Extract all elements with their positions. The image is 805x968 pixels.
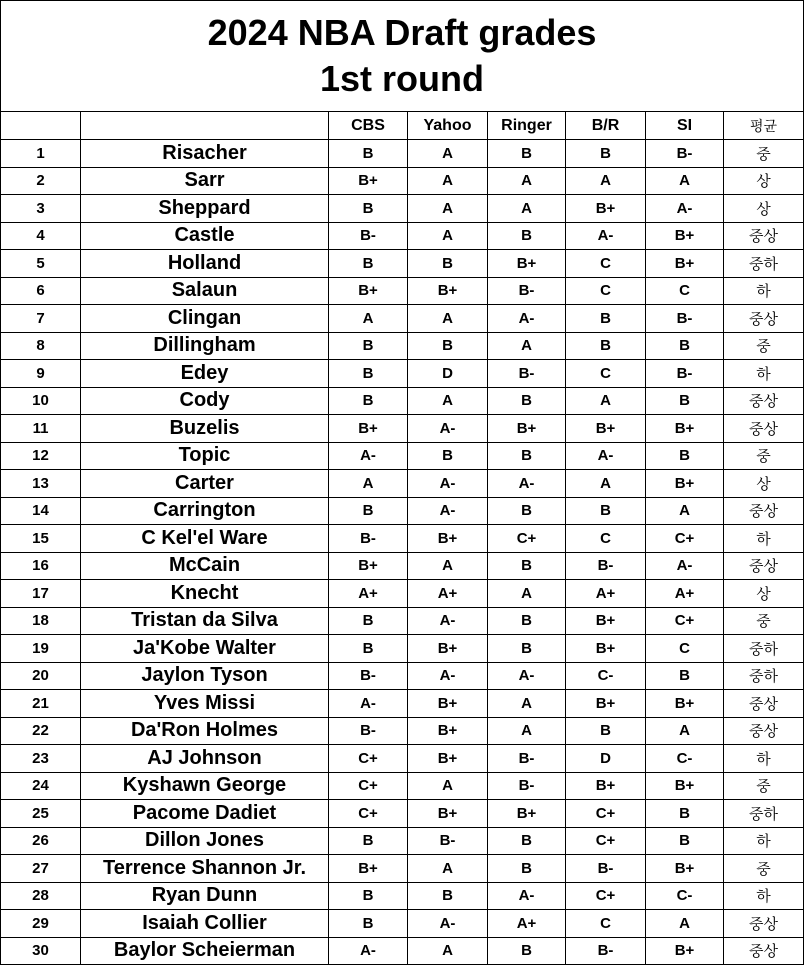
grade-yahoo: B+	[408, 277, 488, 305]
header-cbs: CBS	[329, 112, 408, 140]
rank-cell: 9	[1, 360, 81, 388]
grade-si: B+	[646, 415, 724, 443]
grade-cbs: B	[329, 332, 408, 360]
grade-cbs: B	[329, 360, 408, 388]
average-grade: 중상	[724, 690, 804, 718]
rank-cell: 6	[1, 277, 81, 305]
table-row	[1, 195, 804, 223]
grade-cbs: B-	[329, 222, 408, 250]
player-name: Knecht	[81, 580, 329, 608]
average-grade: 중	[724, 332, 804, 360]
table-row	[1, 442, 804, 470]
table-row	[1, 800, 804, 828]
grade-ringer: B	[488, 635, 566, 663]
grade-br: B+	[566, 415, 646, 443]
player-name: McCain	[81, 552, 329, 580]
table-row	[1, 662, 804, 690]
player-name: Pacome Dadiet	[81, 800, 329, 828]
grade-si: B+	[646, 470, 724, 498]
average-grade: 하	[724, 525, 804, 553]
grade-si: B+	[646, 937, 724, 965]
average-grade: 중상	[724, 415, 804, 443]
player-name: Ryan Dunn	[81, 882, 329, 910]
grade-si: B	[646, 442, 724, 470]
table-row	[1, 690, 804, 718]
table-row	[1, 937, 804, 965]
grade-ringer: B	[488, 442, 566, 470]
rank-cell: 12	[1, 442, 81, 470]
grade-ringer: B	[488, 827, 566, 855]
table-row	[1, 305, 804, 333]
grade-ringer: B	[488, 497, 566, 525]
grade-ringer: A	[488, 167, 566, 195]
grade-ringer: B	[488, 937, 566, 965]
average-grade: 중	[724, 442, 804, 470]
grade-yahoo: B	[408, 882, 488, 910]
grade-si: C-	[646, 745, 724, 773]
grade-cbs: B	[329, 607, 408, 635]
rank-cell: 28	[1, 882, 81, 910]
average-grade: 상	[724, 167, 804, 195]
rank-cell: 13	[1, 470, 81, 498]
table-row	[1, 827, 804, 855]
player-name: Tristan da Silva	[81, 607, 329, 635]
grade-yahoo: A	[408, 937, 488, 965]
table-row	[1, 580, 804, 608]
player-name: Dillon Jones	[81, 827, 329, 855]
rank-cell: 22	[1, 717, 81, 745]
grade-ringer: A-	[488, 305, 566, 333]
player-name: Da'Ron Holmes	[81, 717, 329, 745]
grade-si: B	[646, 332, 724, 360]
grade-cbs: B	[329, 195, 408, 223]
player-name: Clingan	[81, 305, 329, 333]
average-grade: 하	[724, 277, 804, 305]
grade-ringer: B	[488, 140, 566, 168]
player-name: Carrington	[81, 497, 329, 525]
grade-br: B+	[566, 772, 646, 800]
rank-cell: 20	[1, 662, 81, 690]
average-grade: 하	[724, 360, 804, 388]
table-row	[1, 635, 804, 663]
table-row	[1, 525, 804, 553]
grade-si: A+	[646, 580, 724, 608]
grade-cbs: B+	[329, 415, 408, 443]
rank-cell: 25	[1, 800, 81, 828]
grade-br: B	[566, 717, 646, 745]
table-row	[1, 250, 804, 278]
grade-br: A-	[566, 222, 646, 250]
player-name: Cody	[81, 387, 329, 415]
rank-cell: 27	[1, 855, 81, 883]
average-grade: 중상	[724, 717, 804, 745]
grade-cbs: A+	[329, 580, 408, 608]
rank-cell: 11	[1, 415, 81, 443]
grade-yahoo: B+	[408, 717, 488, 745]
grade-ringer: B-	[488, 745, 566, 773]
grade-ringer: A-	[488, 882, 566, 910]
rank-cell: 16	[1, 552, 81, 580]
average-grade: 중상	[724, 222, 804, 250]
grade-yahoo: B+	[408, 745, 488, 773]
rank-cell: 8	[1, 332, 81, 360]
grade-ringer: B-	[488, 772, 566, 800]
grade-si: C	[646, 277, 724, 305]
grade-si: B	[646, 662, 724, 690]
title-line-1: 2024 NBA Draft grades	[207, 12, 597, 53]
rank-cell: 7	[1, 305, 81, 333]
grade-si: B	[646, 827, 724, 855]
grade-br: B	[566, 332, 646, 360]
grade-si: A	[646, 167, 724, 195]
grade-si: B+	[646, 690, 724, 718]
grade-ringer: A	[488, 580, 566, 608]
table-row	[1, 772, 804, 800]
header-rank-blank	[1, 112, 81, 140]
grade-yahoo: A+	[408, 580, 488, 608]
grade-br: B	[566, 497, 646, 525]
grade-si: B+	[646, 250, 724, 278]
grade-cbs: B	[329, 910, 408, 938]
table-row	[1, 222, 804, 250]
player-name: Jaylon Tyson	[81, 662, 329, 690]
grade-yahoo: A-	[408, 415, 488, 443]
player-name: Salaun	[81, 277, 329, 305]
rank-cell: 29	[1, 910, 81, 938]
grade-cbs: B	[329, 827, 408, 855]
grade-yahoo: B+	[408, 690, 488, 718]
grade-cbs: B	[329, 882, 408, 910]
average-grade: 중상	[724, 937, 804, 965]
table-row	[1, 855, 804, 883]
grade-yahoo: A	[408, 305, 488, 333]
grade-cbs: B	[329, 497, 408, 525]
grade-cbs: B-	[329, 717, 408, 745]
grade-si: B	[646, 800, 724, 828]
grade-yahoo: A-	[408, 910, 488, 938]
grade-cbs: C+	[329, 800, 408, 828]
table-row	[1, 882, 804, 910]
player-name: AJ Johnson	[81, 745, 329, 773]
average-grade: 중상	[724, 910, 804, 938]
rank-cell: 2	[1, 167, 81, 195]
grade-si: A-	[646, 552, 724, 580]
grade-br: B+	[566, 690, 646, 718]
average-grade: 상	[724, 470, 804, 498]
rank-cell: 19	[1, 635, 81, 663]
player-name: Risacher	[81, 140, 329, 168]
grade-br: C+	[566, 882, 646, 910]
rank-cell: 5	[1, 250, 81, 278]
rank-cell: 23	[1, 745, 81, 773]
grade-cbs: B+	[329, 277, 408, 305]
rank-cell: 21	[1, 690, 81, 718]
rank-cell: 3	[1, 195, 81, 223]
grade-cbs: B	[329, 250, 408, 278]
grade-ringer: A+	[488, 910, 566, 938]
grade-br: B-	[566, 552, 646, 580]
table-row	[1, 745, 804, 773]
table-row	[1, 387, 804, 415]
rank-cell: 15	[1, 525, 81, 553]
grade-br: C	[566, 525, 646, 553]
grade-br: C+	[566, 800, 646, 828]
rank-cell: 14	[1, 497, 81, 525]
grade-cbs: A-	[329, 937, 408, 965]
grade-br: B+	[566, 195, 646, 223]
table-row	[1, 607, 804, 635]
average-grade: 상	[724, 195, 804, 223]
average-grade: 중	[724, 607, 804, 635]
grade-ringer: A-	[488, 470, 566, 498]
grade-ringer: B-	[488, 277, 566, 305]
grade-si: C-	[646, 882, 724, 910]
table-title	[1, 1, 804, 112]
grade-cbs: B-	[329, 525, 408, 553]
grade-cbs: B+	[329, 855, 408, 883]
header-br: B/R	[566, 112, 646, 140]
grade-yahoo: A-	[408, 470, 488, 498]
grade-cbs: A-	[329, 442, 408, 470]
grade-cbs: B-	[329, 662, 408, 690]
grade-ringer: A	[488, 690, 566, 718]
grade-br: A-	[566, 442, 646, 470]
grade-ringer: B	[488, 222, 566, 250]
grade-yahoo: B+	[408, 525, 488, 553]
average-grade: 중	[724, 855, 804, 883]
grade-ringer: B	[488, 552, 566, 580]
grade-yahoo: D	[408, 360, 488, 388]
average-grade: 하	[724, 882, 804, 910]
grade-br: B	[566, 140, 646, 168]
grade-cbs: A	[329, 305, 408, 333]
table-row	[1, 140, 804, 168]
grade-yahoo: A	[408, 222, 488, 250]
grade-br: A	[566, 167, 646, 195]
grade-yahoo: B+	[408, 635, 488, 663]
grade-si: B+	[646, 772, 724, 800]
average-grade: 하	[724, 827, 804, 855]
grade-yahoo: A	[408, 552, 488, 580]
grade-yahoo: B-	[408, 827, 488, 855]
average-grade: 중상	[724, 305, 804, 333]
grade-yahoo: A	[408, 772, 488, 800]
average-grade: 중	[724, 140, 804, 168]
grade-yahoo: A	[408, 387, 488, 415]
header-player-blank	[81, 112, 329, 140]
average-grade: 중상	[724, 387, 804, 415]
table-row	[1, 277, 804, 305]
header-row	[1, 112, 804, 140]
grade-si: B	[646, 387, 724, 415]
grade-br: B+	[566, 607, 646, 635]
grade-yahoo: B+	[408, 800, 488, 828]
table-row	[1, 717, 804, 745]
average-grade: 중	[724, 772, 804, 800]
grade-cbs: A-	[329, 690, 408, 718]
rank-cell: 17	[1, 580, 81, 608]
grade-yahoo: B	[408, 442, 488, 470]
grade-ringer: A	[488, 195, 566, 223]
table-row	[1, 415, 804, 443]
table-row	[1, 552, 804, 580]
grade-si: B+	[646, 222, 724, 250]
player-name: Edey	[81, 360, 329, 388]
grade-cbs: B+	[329, 552, 408, 580]
rank-cell: 26	[1, 827, 81, 855]
table-row	[1, 332, 804, 360]
grade-si: C+	[646, 607, 724, 635]
grade-yahoo: B	[408, 250, 488, 278]
grade-cbs: B	[329, 635, 408, 663]
average-grade: 중하	[724, 800, 804, 828]
grade-br: C-	[566, 662, 646, 690]
grade-cbs: B+	[329, 167, 408, 195]
grade-si: B-	[646, 360, 724, 388]
grade-br: B-	[566, 855, 646, 883]
grade-br: C	[566, 360, 646, 388]
grade-yahoo: A	[408, 195, 488, 223]
grade-si: A	[646, 910, 724, 938]
player-name: Carter	[81, 470, 329, 498]
player-name: Yves Missi	[81, 690, 329, 718]
player-name: C Kel'el Ware	[81, 525, 329, 553]
player-name: Dillingham	[81, 332, 329, 360]
player-name: Isaiah Collier	[81, 910, 329, 938]
grade-ringer: A	[488, 717, 566, 745]
grade-ringer: C+	[488, 525, 566, 553]
rank-cell: 30	[1, 937, 81, 965]
grade-yahoo: A	[408, 140, 488, 168]
table-row	[1, 497, 804, 525]
table-row	[1, 470, 804, 498]
header-si: SI	[646, 112, 724, 140]
grade-cbs: B	[329, 387, 408, 415]
grade-yahoo: A-	[408, 662, 488, 690]
rank-cell: 1	[1, 140, 81, 168]
grade-si: A	[646, 497, 724, 525]
grade-si: A	[646, 717, 724, 745]
grade-ringer: A-	[488, 662, 566, 690]
grade-br: A+	[566, 580, 646, 608]
grade-si: B+	[646, 855, 724, 883]
grade-ringer: B-	[488, 360, 566, 388]
rank-cell: 10	[1, 387, 81, 415]
rank-cell: 18	[1, 607, 81, 635]
grade-si: A-	[646, 195, 724, 223]
player-name: Sheppard	[81, 195, 329, 223]
rank-cell: 24	[1, 772, 81, 800]
grade-ringer: B	[488, 607, 566, 635]
grade-br: B-	[566, 937, 646, 965]
grade-br: B	[566, 305, 646, 333]
grade-ringer: B+	[488, 415, 566, 443]
grade-si: B-	[646, 140, 724, 168]
table-row	[1, 167, 804, 195]
grade-ringer: B+	[488, 250, 566, 278]
grade-si: B-	[646, 305, 724, 333]
grade-ringer: B	[488, 387, 566, 415]
header-ringer: Ringer	[488, 112, 566, 140]
grade-yahoo: A	[408, 855, 488, 883]
player-name: Topic	[81, 442, 329, 470]
average-grade: 중상	[724, 497, 804, 525]
player-name: Castle	[81, 222, 329, 250]
grade-cbs: B	[329, 140, 408, 168]
grade-br: A	[566, 470, 646, 498]
average-grade: 중하	[724, 250, 804, 278]
grade-cbs: C+	[329, 745, 408, 773]
average-grade: 하	[724, 745, 804, 773]
player-name: Buzelis	[81, 415, 329, 443]
grade-br: D	[566, 745, 646, 773]
table-row	[1, 360, 804, 388]
title-line-2: 1st round	[320, 58, 485, 99]
average-grade: 상	[724, 580, 804, 608]
grade-yahoo: A-	[408, 497, 488, 525]
average-grade: 중하	[724, 635, 804, 663]
average-grade: 중상	[724, 552, 804, 580]
grade-si: C	[646, 635, 724, 663]
grade-br: C	[566, 277, 646, 305]
player-name: Baylor Scheierman	[81, 937, 329, 965]
table-row	[1, 910, 804, 938]
grade-br: A	[566, 387, 646, 415]
grade-ringer: B	[488, 855, 566, 883]
rank-cell: 4	[1, 222, 81, 250]
grade-ringer: B+	[488, 800, 566, 828]
average-grade: 중하	[724, 662, 804, 690]
grade-cbs: A	[329, 470, 408, 498]
grade-si: C+	[646, 525, 724, 553]
grade-yahoo: A-	[408, 607, 488, 635]
grade-br: B+	[566, 635, 646, 663]
grade-cbs: C+	[329, 772, 408, 800]
grade-br: C+	[566, 827, 646, 855]
header-average: 평균	[724, 112, 804, 140]
grade-yahoo: A	[408, 167, 488, 195]
player-name: Holland	[81, 250, 329, 278]
grade-yahoo: B	[408, 332, 488, 360]
player-name: Terrence Shannon Jr.	[81, 855, 329, 883]
player-name: Sarr	[81, 167, 329, 195]
player-name: Ja'Kobe Walter	[81, 635, 329, 663]
header-yahoo: Yahoo	[408, 112, 488, 140]
grade-br: C	[566, 910, 646, 938]
player-name: Kyshawn George	[81, 772, 329, 800]
grade-br: C	[566, 250, 646, 278]
grade-ringer: A	[488, 332, 566, 360]
